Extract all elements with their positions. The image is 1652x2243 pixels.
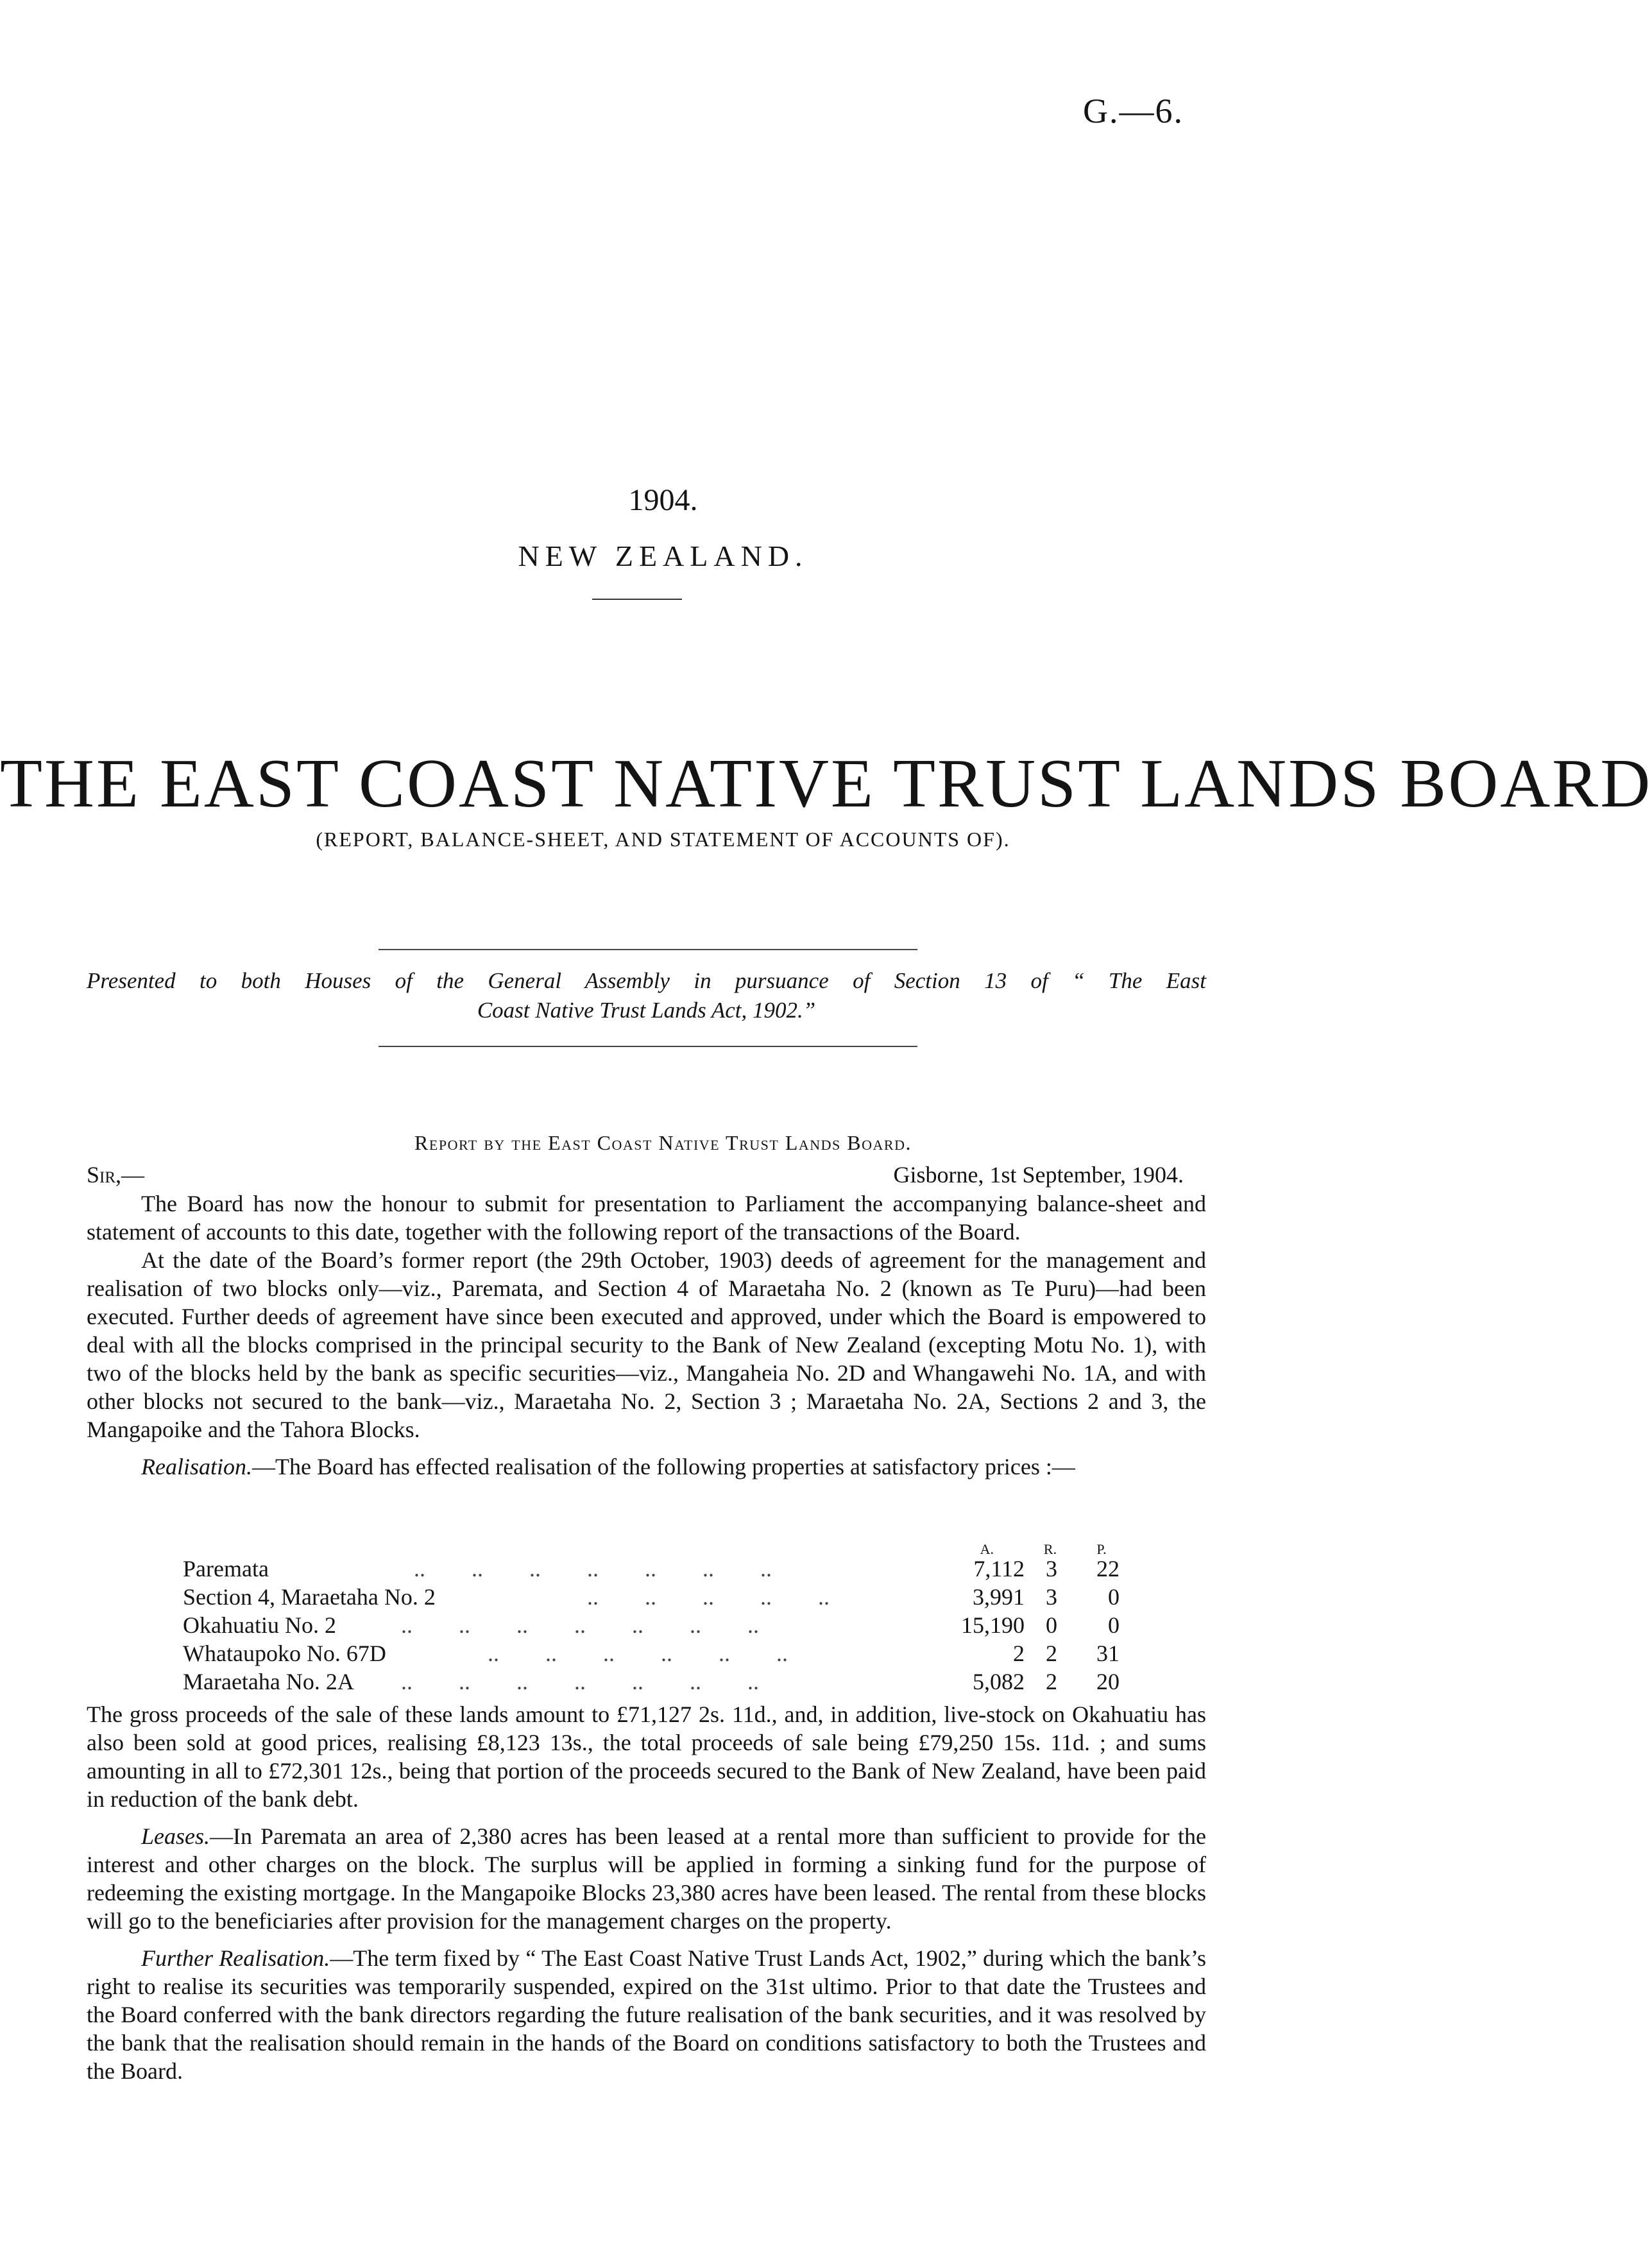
paragraph-leases: [87, 1822, 1206, 1935]
acres-value: 7,112: [973, 1556, 1025, 1582]
land-name: Okahuatiu No. 2: [183, 1612, 336, 1638]
dot-leader: .. .. .. .. ..: [587, 1584, 830, 1610]
perches-value: 31: [1096, 1641, 1120, 1666]
acres-value: 15,190: [961, 1612, 1025, 1638]
leases-text: —In Paremata an area of 2,380 acres has been leased at a rental more than sufficient to provide for the interest and other charges on the block. The surplus will be applied in forming a sinking fund for the purpose of redeeming the existing mortgage. In the Mangapoike Blocks 23,380 acres have been leased. The rental from these blocks will go to the beneficiaries after provision for the management charges on the property.: [87, 1823, 1206, 1934]
paragraph-intro: The Board has now the honour to submit for presentation to Parliament the accompanying balance-sheet and statement of accounts to this date, together with the following report of the transactions of the Board.: [87, 1191, 1206, 1245]
further-realisation-text: —The term fixed by “ The East Coast Native Trust Lands Act, 1902,” during which the bank’s right to realise its securities was temporarily suspended, expired on the 31st ultimo. Prior to that date the Trustees and the Board conferred with the bank directors regarding the future realisation of the bank securities, and it was resolved by the bank that the realisation should remain in the hands of the Board on conditions satisfactory to both the Trustees and the Board.: [87, 1945, 1206, 2084]
paragraph-agreements: At the date of the Board’s former report (the 29th October, 1903) deeds of agreement for the management and realisation of two blocks only—viz., Paremata, and Section 4 of Maraetaha No. 2 (known as Te Puru)—had been executed. Further deeds of agreement have since been executed and approved, under which the Board is empowered to deal with all the blocks comprised in the principal security to the Bank of New Zealand (excepting Motu No. 1), with two of the blocks held by the bank as specific securities—viz., Mangaheia No. 2D and Whangawehi No. 1A, and with other blocks not secured to the bank—viz., Maraetaha No. 2, Section 3 ; Maraetaha No. 2A, Sections 2 and 3, the Mangapoike and the Tahora Blocks.: [87, 1247, 1206, 1442]
perches-value: 20: [1096, 1669, 1120, 1694]
perches-value: 0: [1108, 1612, 1120, 1638]
land-name: Section 4, Maraetaha No. 2: [183, 1584, 436, 1610]
dot-leader: .. .. .. .. .. .. ..: [401, 1669, 759, 1694]
roods-value: 2: [1046, 1641, 1057, 1666]
acres-value: 3,991: [973, 1584, 1025, 1610]
divider-rule-bottom: [379, 1046, 917, 1047]
roods-value: 3: [1046, 1556, 1057, 1582]
page-subtitle: (REPORT, BALANCE-SHEET, AND STATEMENT OF ACCOUNTS OF).: [316, 828, 1010, 851]
divider-rule-top: [379, 949, 917, 950]
page-title: THE EAST COAST NATIVE TRUST LANDS BOARD: [0, 746, 1652, 822]
acres-value: 5,082: [973, 1669, 1025, 1694]
further-realisation-lead: Further Realisation.: [141, 1945, 330, 1971]
divider-rule: [592, 599, 682, 600]
presented-line-2: Coast Native Trust Lands Act, 1902.”: [477, 998, 816, 1023]
roods-value: 2: [1046, 1669, 1057, 1694]
leases-lead: Leases.: [141, 1823, 210, 1849]
paragraph-realisation: [87, 1453, 1206, 1481]
presented-line-1: Presented to both Houses of the General Assembly in pursuance of Section 13 of “ The East: [87, 968, 1206, 993]
dot-leader: .. .. .. .. .. .. ..: [401, 1612, 759, 1638]
dot-leader: .. .. .. .. .. .. ..: [414, 1556, 772, 1582]
publication-year: 1904.: [628, 483, 698, 517]
report-continued: [87, 1700, 1206, 2085]
realisation-lead: Realisation.: [141, 1454, 252, 1480]
land-name: Whataupoko No. 67D: [183, 1641, 386, 1666]
roods-value: 3: [1046, 1584, 1057, 1610]
document-code: G.—6.: [1083, 92, 1184, 130]
report-heading: Report by the East Coast Native Trust Lands Board.: [414, 1131, 912, 1154]
column-acres: A.: [980, 1541, 994, 1557]
table-row: [183, 1611, 1120, 1639]
roods-value: 0: [1046, 1612, 1057, 1638]
land-name: Maraetaha No. 2A: [183, 1669, 354, 1694]
table-row: [183, 1667, 1120, 1696]
perches-value: 0: [1108, 1584, 1120, 1610]
land-table: [183, 1535, 1120, 1696]
country-heading: NEW ZEALAND.: [518, 540, 808, 572]
column-perches: P.: [1096, 1541, 1107, 1557]
perches-value: 22: [1096, 1556, 1120, 1582]
table-row: [183, 1639, 1120, 1667]
land-table-header: [183, 1535, 1120, 1555]
table-row: [183, 1555, 1120, 1583]
realisation-text: —The Board has effected realisation of the following properties at satisfactory prices :—: [252, 1454, 1075, 1480]
table-row: [183, 1583, 1120, 1611]
column-roods: R.: [1043, 1541, 1057, 1557]
presented-note: [87, 966, 1206, 1025]
report-intro: [87, 1190, 1206, 1481]
paragraph-proceeds: The gross proceeds of the sale of these lands amount to £71,127 2s. 11d., and, in addition, live-stock on Okahuatiu has also been sold at good prices, realising £8,123 13s., the total proceeds of sale being £79,250 15s. 11d. ; and sums amounting in all to £72,301 12s., being that portion of the proceeds secured to the Bank of New Zealand, have been paid in reduction of the bank debt.: [87, 1701, 1206, 1812]
dot-leader: .. .. .. .. .. ..: [488, 1641, 788, 1666]
dateline: Gisborne, 1st September, 1904.: [893, 1162, 1184, 1188]
paragraph-further-realisation: [87, 1944, 1206, 2085]
land-name: Paremata: [183, 1556, 269, 1582]
acres-value: 2: [1013, 1641, 1025, 1666]
salutation: Sir,—: [87, 1162, 145, 1188]
